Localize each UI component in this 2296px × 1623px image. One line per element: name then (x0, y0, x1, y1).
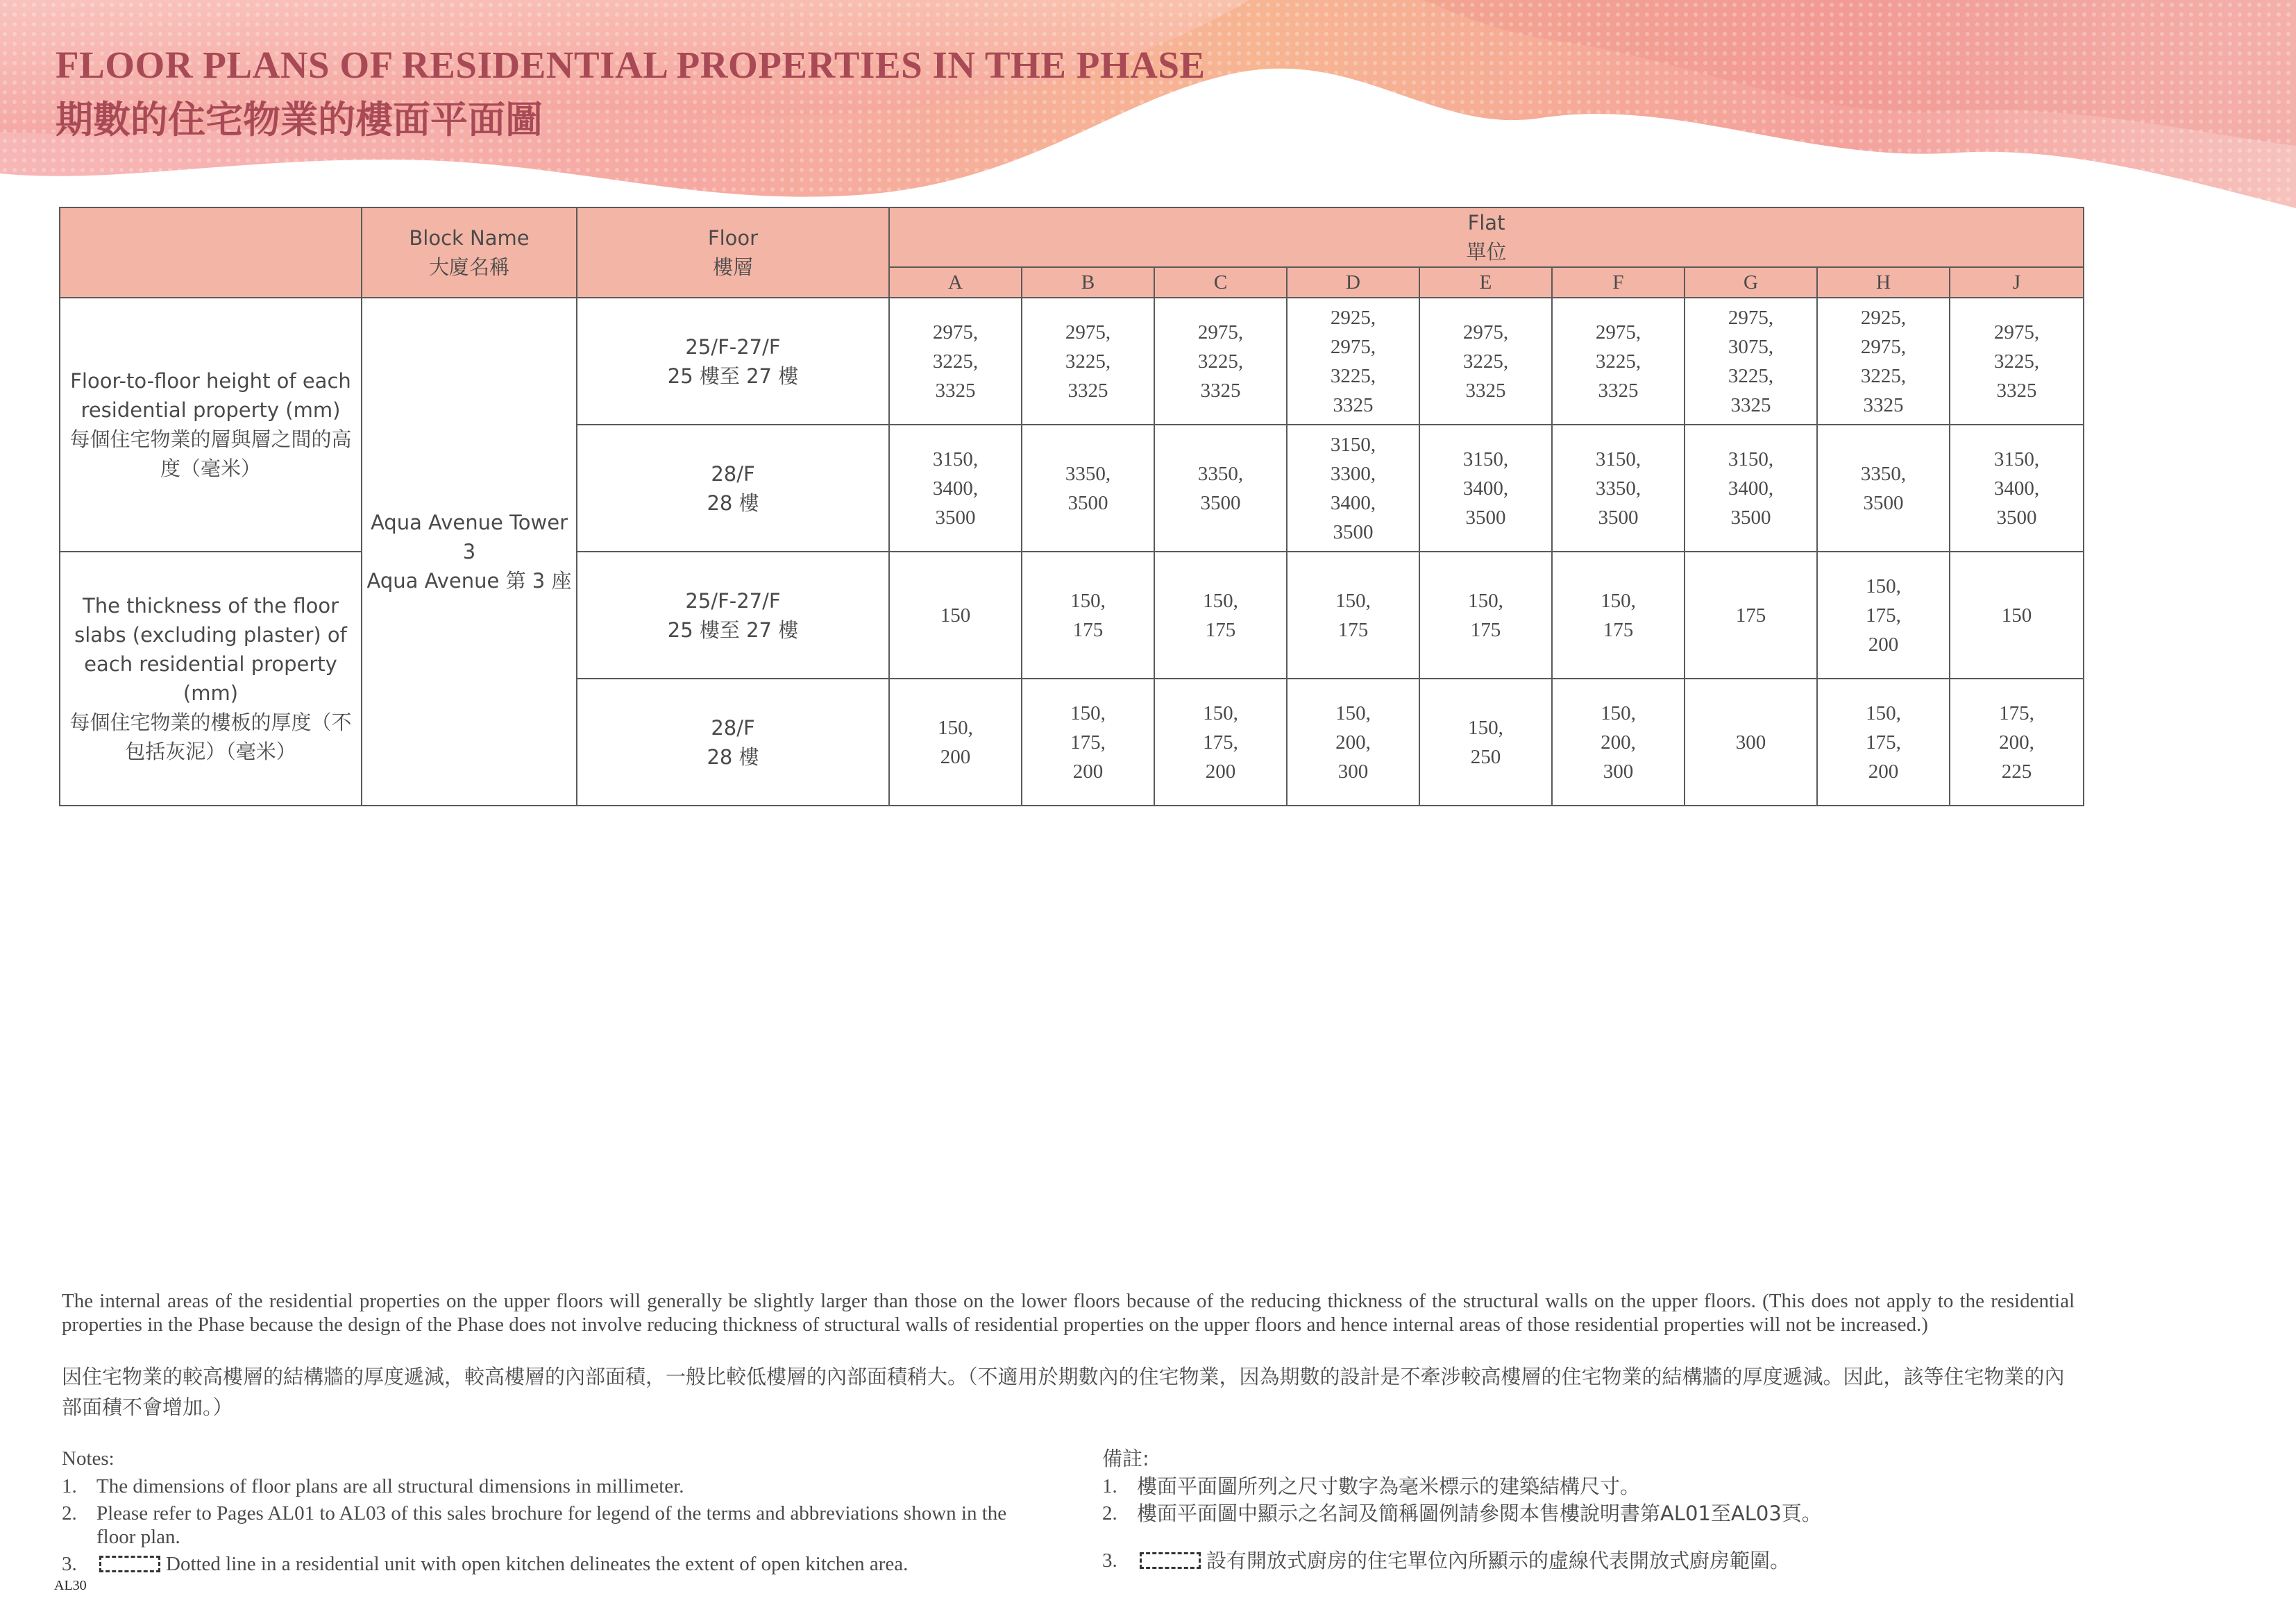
notes-zh (1102, 1447, 2143, 1576)
value-cell: 3150, 3400, 3500 (889, 425, 1022, 552)
note-number: 3. (62, 1553, 77, 1575)
page-title-zh: 期數的住宅物業的樓面平面圖 (56, 98, 543, 142)
flat-header-e: E (1419, 267, 1552, 298)
note-number: 1. (1102, 1475, 1117, 1497)
value-cell: 2975, 3225, 3325 (889, 298, 1022, 425)
note-text: 樓面平面圖中顯示之名詞及簡稱圖例請參閱本售樓說明書第AL01至AL03頁。 (1137, 1502, 1822, 1525)
value-cell: 175 (1685, 552, 1817, 679)
note-text: The dimensions of floor plans are all structural dimensions in millimeter. (96, 1475, 684, 1497)
value-cell: 150, 175, 200 (1817, 552, 1950, 679)
note-text: Please refer to Pages AL01 to AL03 of this sales brochure for legend of the terms and abbreviations shown in the floor plan. (96, 1502, 1007, 1548)
list-item (62, 1502, 1047, 1549)
value-cell: 2975, 3075, 3225, 3325 (1685, 298, 1817, 425)
value-cell: 2975, 3225, 3325 (1552, 298, 1685, 425)
value-cell: 150, 175 (1419, 552, 1552, 679)
list-item (62, 1552, 1047, 1576)
note-text: 樓面平面圖所列之尺寸數字為毫米標示的建築結構尺寸。 (1137, 1475, 1641, 1498)
value-cell: 150 (889, 552, 1022, 679)
header-blank-cell (60, 207, 362, 298)
flat-header-c: C (1154, 267, 1287, 298)
value-cell: 2975, 3225, 3325 (1154, 298, 1287, 425)
note-number: 2. (1102, 1502, 1117, 1524)
value-cell: 3150, 3400, 3500 (1685, 425, 1817, 552)
value-cell: 2975, 3225, 3325 (1419, 298, 1552, 425)
value-cell: 150, 200 (889, 679, 1022, 806)
value-cell: 150, 175 (1287, 552, 1419, 679)
floor-cell: 28/F 28 樓 (577, 679, 889, 806)
value-cell: 175, 200, 225 (1950, 679, 2084, 806)
section-label-slab-thickness: The thickness of the floor slabs (excluding plaster) of each residential property (mm) 每個住宅物業的樓板的厚度（不包括灰泥）（毫米） (60, 552, 362, 806)
value-cell: 150, 250 (1419, 679, 1552, 806)
list-item (1102, 1475, 2143, 1498)
page-code: AL30 (54, 1578, 87, 1593)
note-number: 1. (62, 1475, 77, 1497)
notes-heading-en: Notes: (62, 1447, 115, 1470)
flat-header-j: J (1950, 267, 2084, 298)
note-number: 3. (1102, 1549, 1117, 1572)
flat-header-g: G (1685, 267, 1817, 298)
note-text: 設有開放式廚房的住宅單位內所顯示的虛線代表開放式廚房範圍。 (1206, 1549, 1791, 1572)
value-cell: 3150, 3400, 3500 (1419, 425, 1552, 552)
flat-header-f: F (1552, 267, 1685, 298)
floor-cell: 25/F-27/F 25 樓至 27 樓 (577, 298, 889, 425)
internal-area-paragraph-zh: 因住宅物業的較高樓層的結構牆的厚度遞減，較高樓層的內部面積，一般比較低樓層的內部面積稍大。（不適用於期數內的住宅物業，因為期數的設計是不牽涉較高樓層的住宅物業的結構牆的厚度遞減。因此，該等住宅物業的內部面積不會增加。） (62, 1365, 2065, 1419)
floor-cell: 25/F-27/F 25 樓至 27 樓 (577, 552, 889, 679)
note-text-wrapper (1137, 1549, 2143, 1572)
header-floor: Floor 樓層 (577, 207, 889, 298)
notes-heading-zh: 備註: (1102, 1447, 1149, 1470)
notes-en (62, 1447, 1047, 1579)
flat-header-b: B (1022, 267, 1154, 298)
block-name-cell: Aqua Avenue Tower 3 Aqua Avenue 第 3 座 (362, 298, 577, 806)
value-cell: 2975, 3225, 3325 (1950, 298, 2084, 425)
dotted-line-legend-icon (1140, 1552, 1201, 1569)
value-cell: 3150, 3400, 3500 (1950, 425, 2084, 552)
value-cell: 150, 175, 200 (1154, 679, 1287, 806)
value-cell: 2975, 3225, 3325 (1022, 298, 1154, 425)
section-label-floor-height: Floor-to-floor height of each residential property (mm) 每個住宅物業的層與層之間的高度（毫米） (60, 298, 362, 552)
value-cell: 3150, 3350, 3500 (1552, 425, 1685, 552)
value-cell: 150 (1950, 552, 2084, 679)
note-number: 2. (62, 1502, 77, 1524)
value-cell: 150, 175 (1154, 552, 1287, 679)
list-item (1102, 1549, 2143, 1572)
value-cell: 3150, 3300, 3400, 3500 (1287, 425, 1419, 552)
flat-header-a: A (889, 267, 1022, 298)
flat-header-h: H (1817, 267, 1950, 298)
list-item (1102, 1502, 2143, 1525)
flat-header-d: D (1287, 267, 1419, 298)
value-cell: 150, 175, 200 (1022, 679, 1154, 806)
internal-area-paragraph-en: The internal areas of the residential properties on the upper floors will generally be slightly larger than those on the lower floors because of the reducing thickness of the structural walls on the upper floors. (This does not apply to the residential properties in the Phase because the design of the Phase does not involve reducing thickness of structural walls of residential properties on the upper floors and hence internal areas of those residential properties will not be increased.) (62, 1290, 2075, 1336)
note-text-wrapper (96, 1552, 1047, 1576)
floor-cell: 28/F 28 樓 (577, 425, 889, 552)
value-cell: 150, 200, 300 (1287, 679, 1419, 806)
value-cell: 150, 200, 300 (1552, 679, 1685, 806)
value-cell: 300 (1685, 679, 1817, 806)
value-cell: 3350, 3500 (1154, 425, 1287, 552)
page-title-en: FLOOR PLANS OF RESIDENTIAL PROPERTIES IN THE PHASE (56, 44, 1206, 86)
value-cell: 150, 175 (1552, 552, 1685, 679)
dotted-line-legend-icon (99, 1556, 160, 1572)
value-cell: 150, 175, 200 (1817, 679, 1950, 806)
floor-spec-table (59, 207, 2084, 806)
header-block-name: Block Name 大廈名稱 (362, 207, 577, 298)
list-item (62, 1475, 1047, 1498)
value-cell: 3350, 3500 (1817, 425, 1950, 552)
value-cell: 150, 175 (1022, 552, 1154, 679)
value-cell: 3350, 3500 (1022, 425, 1154, 552)
value-cell: 2925, 2975, 3225, 3325 (1817, 298, 1950, 425)
note-text: Dotted line in a residential unit with open kitchen delineates the extent of open kitchen area. (166, 1553, 909, 1575)
value-cell: 2925, 2975, 3225, 3325 (1287, 298, 1419, 425)
header-flat: Flat 單位 (889, 207, 2084, 267)
table-row (60, 298, 2084, 425)
